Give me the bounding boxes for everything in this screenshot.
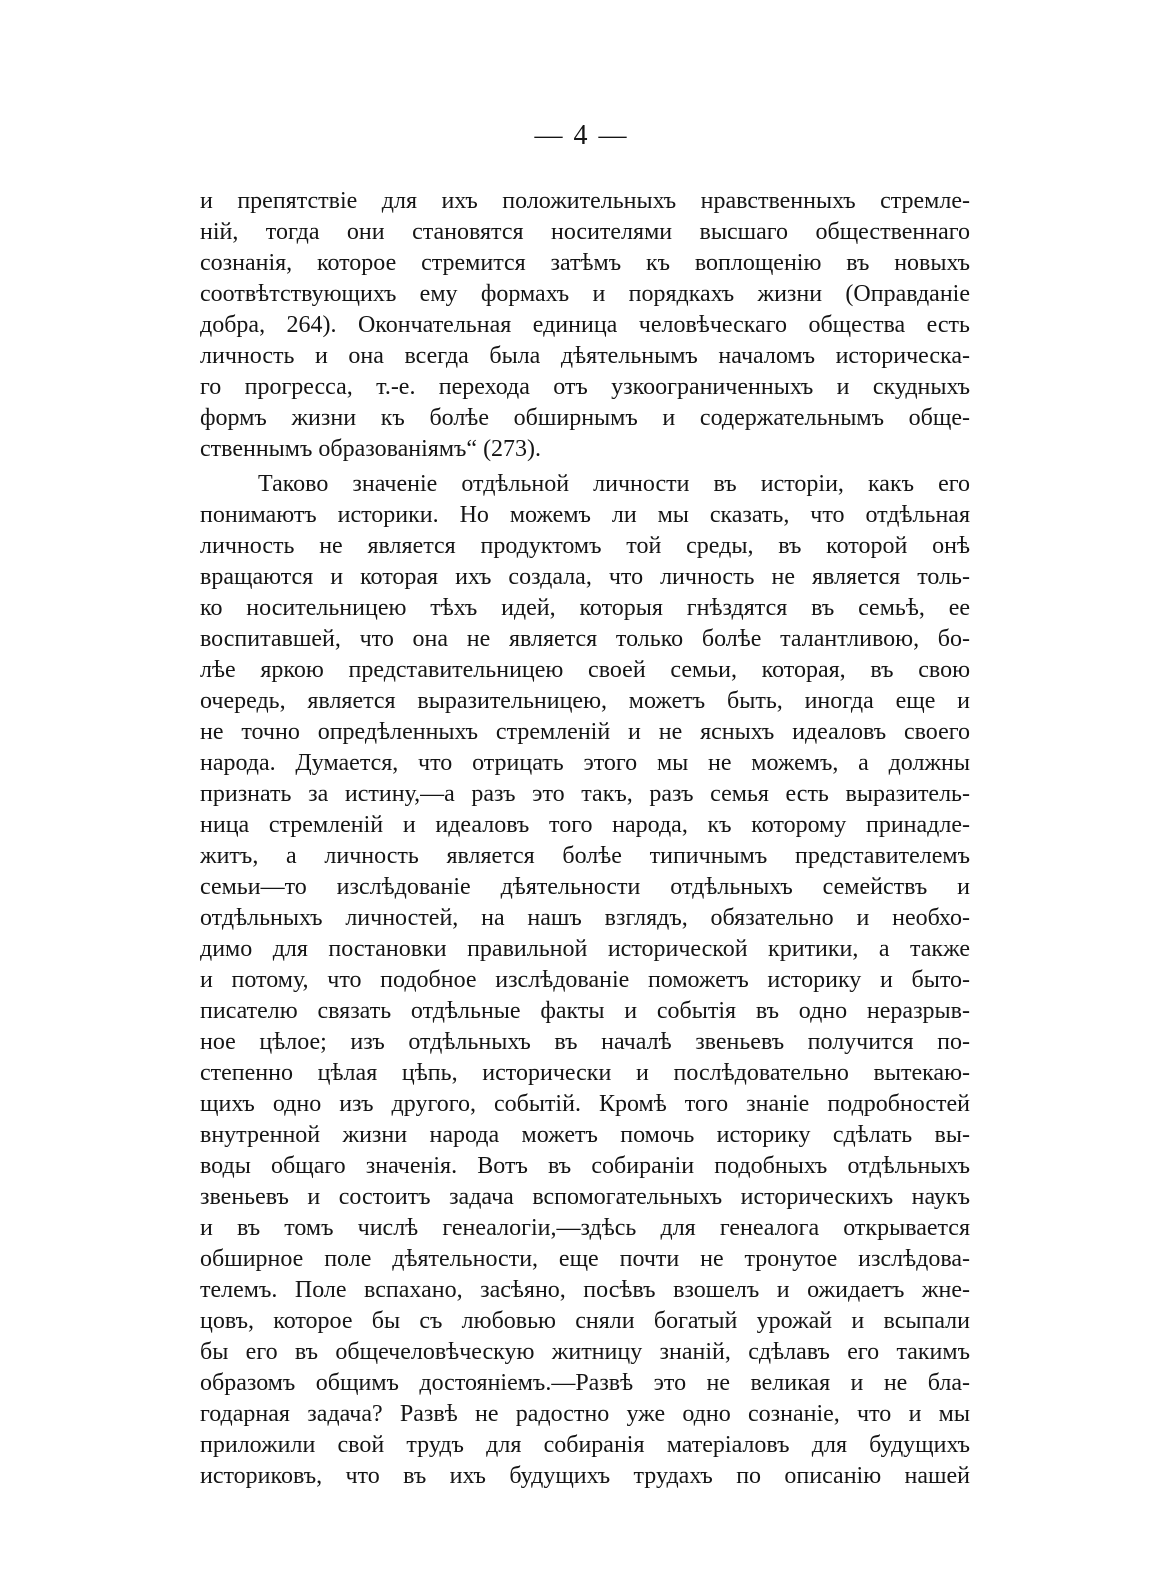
text-line: и потому, что подобное изслѣдованіе поможетъ историку и быто- bbox=[200, 967, 970, 993]
text-line: ное цѣлое; изъ отдѣльныхъ въ началѣ звеньевъ получится по- bbox=[200, 1029, 970, 1055]
text-line: воспитавшей, что она не является только болѣе талантливою, бо- bbox=[200, 626, 970, 652]
text-line: го прогресса, т.-е. перехода отъ узкоограниченныхъ и скудныхъ bbox=[200, 374, 970, 400]
text-line: Таково значеніе отдѣльной личности въ исторіи, какъ его bbox=[258, 471, 970, 497]
text-line: ко носительницею тѣхъ идей, которыя гнѣздятся въ семьѣ, ее bbox=[200, 595, 970, 621]
text-line: звеньевъ и состоитъ задача вспомогательныхъ историческихъ наукъ bbox=[200, 1184, 970, 1210]
text-line: сознанія, которое стремится затѣмъ къ воплощенію въ новыхъ bbox=[200, 250, 970, 276]
text-line: вращаются и которая ихъ создала, что личность не является толь- bbox=[200, 564, 970, 590]
text-line: внутренной жизни народа можетъ помочь историку сдѣлать вы- bbox=[200, 1122, 970, 1148]
text-line: годарная задача? Развѣ не радостно уже одно сознаніе, что и мы bbox=[200, 1401, 970, 1427]
text-line: приложили свой трудъ для собиранія матеріаловъ для будущихъ bbox=[200, 1432, 970, 1458]
text-line: образомъ общимъ достояніемъ.—Развѣ это не великая и не бла- bbox=[200, 1370, 970, 1396]
text-line: личность не является продуктомъ той среды, въ которой онѣ bbox=[200, 533, 970, 559]
text-line: воды общаго значенія. Вотъ въ собираніи подобныхъ отдѣльныхъ bbox=[200, 1153, 970, 1179]
text-line: соотвѣтствующихъ ему формахъ и порядкахъ жизни (Оправданіе bbox=[200, 281, 970, 307]
text-line: формъ жизни къ болѣе обширнымъ и содержательнымъ обще- bbox=[200, 405, 970, 431]
text-line: житъ, а личность является болѣе типичнымъ представителемъ bbox=[200, 843, 970, 869]
page-number: — 4 — bbox=[534, 120, 629, 151]
text-line: степенно цѣлая цѣпь, исторически и послѣдовательно вытекаю- bbox=[200, 1060, 970, 1086]
body-text bbox=[200, 186, 970, 1492]
text-line: отдѣльныхъ личностей, на нашъ взглядъ, обязательно и необхо- bbox=[200, 905, 970, 931]
text-line: димо для постановки правильной исторической критики, а также bbox=[200, 936, 970, 962]
paragraph bbox=[200, 469, 970, 1492]
text-line: щихъ одно изъ другого, событій. Кромѣ того знаніе подробностей bbox=[200, 1091, 970, 1117]
text-line: телемъ. Поле вспахано, засѣяно, посѣвъ взошелъ и ожидаетъ жне- bbox=[200, 1277, 970, 1303]
text-line: и въ томъ числѣ генеалогіи,—здѣсь для генеалога открывается bbox=[200, 1215, 970, 1241]
text-line: цовъ, которое бы съ любовью сняли богатый урожай и всыпали bbox=[200, 1308, 970, 1334]
text-line: писателю связать отдѣльные факты и событія въ одно неразрыв- bbox=[200, 998, 970, 1024]
text-line: народа. Думается, что отрицать этого мы не можемъ, а должны bbox=[200, 750, 970, 776]
text-line: очередь, является выразительницею, можетъ быть, иногда еще и bbox=[200, 688, 970, 714]
text-line: лѣе яркою представительницею своей семьи, которая, въ свою bbox=[200, 657, 970, 683]
text-line: обширное поле дѣятельности, еще почти не тронутое изслѣдова- bbox=[200, 1246, 970, 1272]
text-line: семьи—то изслѣдованіе дѣятельности отдѣльныхъ семействъ и bbox=[200, 874, 970, 900]
text-line: ній, тогда они становятся носителями высшаго общественнаго bbox=[200, 219, 970, 245]
paragraph bbox=[200, 186, 970, 465]
text-line: личность и она всегда была дѣятельнымъ началомъ историческа- bbox=[200, 343, 970, 369]
text-line: понимаютъ историки. Но можемъ ли мы сказать, что отдѣльная bbox=[200, 502, 970, 528]
text-line: признать за истину,—а разъ это такъ, разъ семья есть выразитель- bbox=[200, 781, 970, 807]
text-line: бы его въ общечеловѣческую житницу знаній, сдѣлавъ его такимъ bbox=[200, 1339, 970, 1365]
text-line: добра, 264). Окончательная единица человѣческаго общества есть bbox=[200, 312, 970, 338]
text-line: и препятствіе для ихъ положительныхъ нравственныхъ стремле- bbox=[200, 188, 970, 214]
text-line: ница стремленій и идеаловъ того народа, къ которому принадле- bbox=[200, 812, 970, 838]
text-line: историковъ, что въ ихъ будущихъ трудахъ по описанію нашей bbox=[200, 1463, 970, 1489]
text-line: ственнымъ образованіямъ“ (273). bbox=[200, 436, 542, 462]
text-line: не точно опредѣленныхъ стремленій и не ясныхъ идеаловъ своего bbox=[200, 719, 970, 745]
